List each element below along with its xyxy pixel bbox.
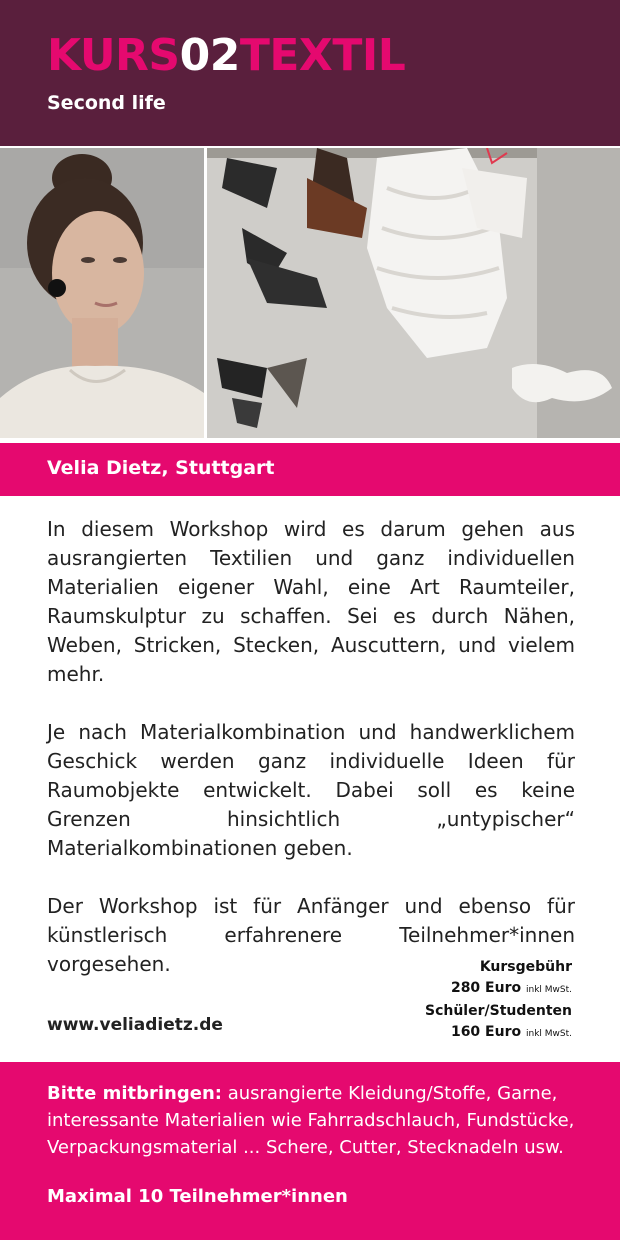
title-suffix: TEXTIL (239, 30, 406, 81)
website-link[interactable]: www.veliadietz.de (47, 1015, 223, 1035)
portrait-illustration (0, 148, 204, 438)
fee-students (425, 1022, 572, 1045)
course-subtitle: Second life (47, 92, 166, 114)
fees-box (425, 957, 572, 1045)
bring-label: Bitte mitbringen: (47, 1083, 222, 1104)
description-paragraph: Der Workshop ist für Anfänger und ebenso für künstlerisch erfahrenere Teilnehmer*innen vorgesehen. (47, 894, 575, 976)
fee-regular (425, 978, 572, 1001)
title-number: 02 (179, 30, 240, 81)
fee-regular-price: 280 Euro (450, 980, 522, 996)
fee-students-price: 160 Euro (450, 1024, 522, 1040)
fee-label: Kursgebühr (479, 959, 572, 975)
header (0, 0, 620, 146)
description-paragraph: In diesem Workshop wird es darum gehen aus ausrangierten Textilien und ganz individuellen Materialien eigener Wahl, eine Art Raumteiler, Raumskulptur zu schaffen. Sei es durch Nähen, Weben, Stricken, Stecken, Auscuttern, und vielem mehr. (47, 517, 575, 686)
photo-strip (0, 148, 620, 438)
description (47, 515, 575, 1008)
fee-students-label: Schüler/Studenten (424, 1003, 572, 1019)
bring-list (47, 1080, 607, 1161)
fee-regular-note: inkl MwSt. (525, 985, 572, 995)
title-prefix: KURS (47, 30, 180, 81)
max-participants: Maximal 10 Teilnehmer*innen (47, 1186, 348, 1207)
course-title (47, 30, 405, 82)
fee-students-note: inkl MwSt. (525, 1029, 572, 1039)
workshop-photo (207, 148, 620, 438)
bring-text: ausrangierte Kleidung/Stoffe, Garne, interessante Materialien wie Fahrradschlauch, Fundstücke, Verpackungsmaterial ... Schere, Cutter, Stecknadeln usw. (47, 1083, 575, 1158)
studio-illustration (207, 148, 620, 438)
instructor-photo (0, 148, 204, 438)
instructor-name: Velia Dietz, Stuttgart (47, 457, 275, 479)
description-paragraph: Je nach Materialkombination und handwerklichem Geschick werden ganz individuelle Ideen für Raumobjekte entwickelt. Dabei soll es keine Grenzen hinsichtlich „untypischer“ Materialkombinationen geben. (47, 720, 575, 860)
